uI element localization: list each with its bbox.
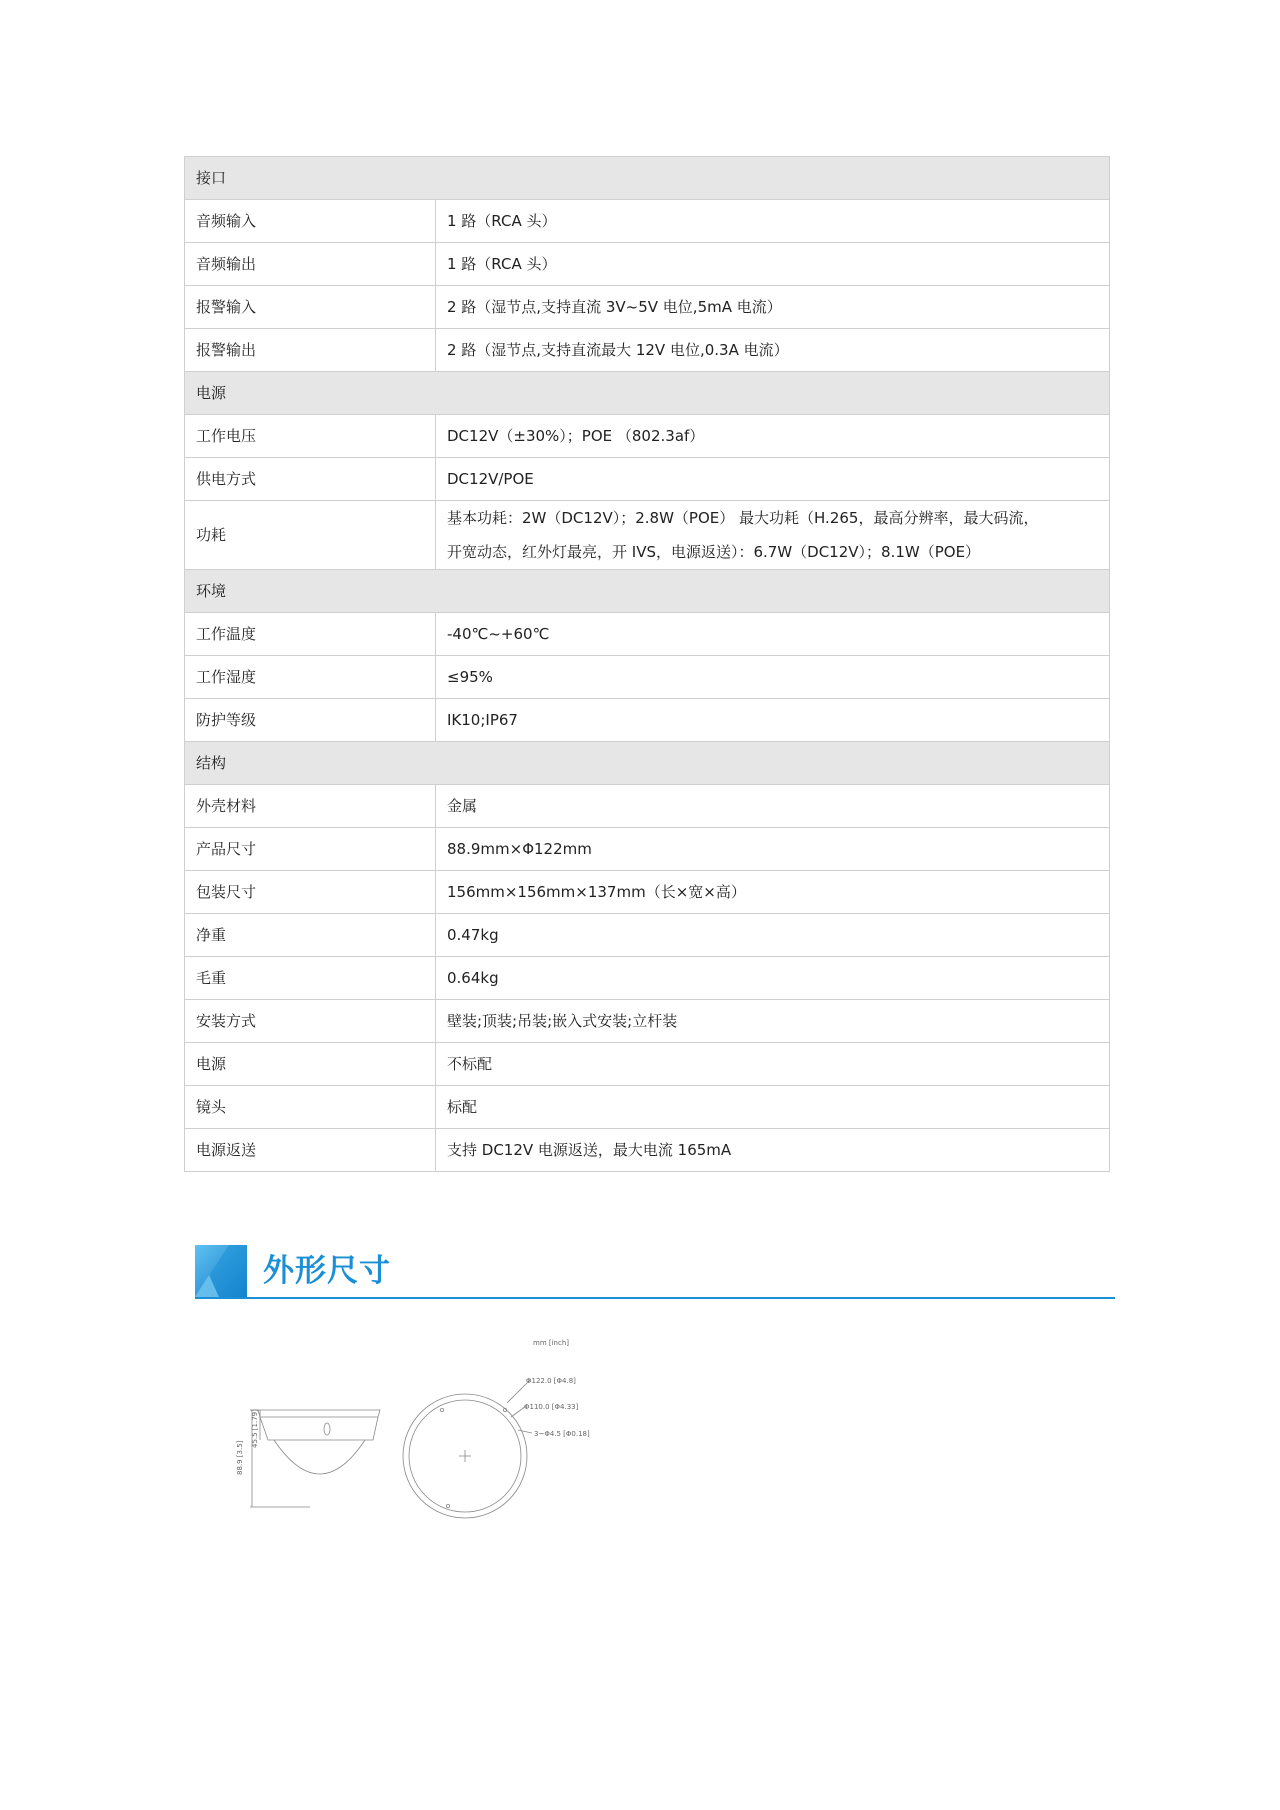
body-dimension: 45.5 [1.79] — [251, 1409, 259, 1448]
table-row — [185, 501, 1110, 570]
spec-label: 包装尺寸 — [185, 871, 436, 914]
top-view — [403, 1380, 532, 1518]
table-row — [185, 828, 1110, 871]
spec-value: 0.64kg — [436, 957, 1110, 1000]
spec-label: 净重 — [185, 914, 436, 957]
table-row — [185, 1000, 1110, 1043]
spec-value: 支持 DC12V 电源返送，最大电流 165mA — [436, 1129, 1110, 1172]
spec-table — [184, 156, 1110, 1172]
section-title: 外形尺寸 — [263, 1253, 391, 1289]
spec-value: DC12V（±30%）；POE （802.3af） — [436, 415, 1110, 458]
spec-label: 产品尺寸 — [185, 828, 436, 871]
spec-label: 安装方式 — [185, 1000, 436, 1043]
spec-label: 报警输出 — [185, 329, 436, 372]
table-section-row — [185, 742, 1110, 785]
spec-value — [436, 501, 1110, 570]
spec-value: 2 路（湿节点,支持直流 3V~5V 电位,5mA 电流） — [436, 286, 1110, 329]
dimension-drawing-svg — [230, 1330, 630, 1530]
table-row — [185, 458, 1110, 501]
spec-label: 电源返送 — [185, 1129, 436, 1172]
spec-value: 标配 — [436, 1086, 1110, 1129]
table-row — [185, 957, 1110, 1000]
section-rule — [195, 1297, 1115, 1299]
table-row — [185, 415, 1110, 458]
spec-label: 报警输入 — [185, 286, 436, 329]
spec-value: 156mm×156mm×137mm（长×宽×高） — [436, 871, 1110, 914]
spec-label: 电源 — [185, 1043, 436, 1086]
spec-value: IK10;IP67 — [436, 699, 1110, 742]
table-row — [185, 1086, 1110, 1129]
table-row — [185, 785, 1110, 828]
table-row — [185, 656, 1110, 699]
table-row — [185, 200, 1110, 243]
inner-diameter-label: Φ110.0 [Φ4.33] — [524, 1403, 579, 1411]
section-label: 环境 — [185, 570, 1110, 613]
spec-value: 金属 — [436, 785, 1110, 828]
table-row — [185, 243, 1110, 286]
spec-value: ≤95% — [436, 656, 1110, 699]
spec-value: 1 路（RCA 头） — [436, 243, 1110, 286]
holes-label: 3~Φ4.5 [Φ0.18] — [534, 1430, 590, 1438]
spec-label: 供电方式 — [185, 458, 436, 501]
table-section-row — [185, 372, 1110, 415]
dimension-drawing — [230, 1330, 630, 1530]
spec-label: 毛重 — [185, 957, 436, 1000]
spec-label: 功耗 — [185, 501, 436, 570]
spec-label: 工作温度 — [185, 613, 436, 656]
spec-value: DC12V/POE — [436, 458, 1110, 501]
height-dimension: 88.9 [3.5] — [236, 1440, 244, 1475]
section-header-dimensions — [195, 1245, 1115, 1300]
spec-label: 工作电压 — [185, 415, 436, 458]
spec-label: 音频输出 — [185, 243, 436, 286]
spec-label: 防护等级 — [185, 699, 436, 742]
spec-value: 0.47kg — [436, 914, 1110, 957]
spec-label: 音频输入 — [185, 200, 436, 243]
table-row — [185, 613, 1110, 656]
spec-value-line: 开宽动态，红外灯最亮，开 IVS，电源返送）：6.7W（DC12V）；8.1W（POE） — [447, 543, 981, 561]
spec-value-line: 基本功耗：2W（DC12V）；2.8W（POE） 最大功耗（H.265，最高分辨率，最大码流， — [447, 509, 1039, 527]
spec-value: 1 路（RCA 头） — [436, 200, 1110, 243]
table-row — [185, 699, 1110, 742]
spec-value: 2 路（湿节点,支持直流最大 12V 电位,0.3A 电流） — [436, 329, 1110, 372]
table-row — [185, 871, 1110, 914]
spec-value: 88.9mm×Φ122mm — [436, 828, 1110, 871]
spec-value: 不标配 — [436, 1043, 1110, 1086]
section-accent-icon — [195, 1245, 247, 1297]
side-view — [250, 1410, 380, 1507]
table-row — [185, 286, 1110, 329]
table-section-row — [185, 157, 1110, 200]
section-label: 接口 — [185, 157, 1110, 200]
spec-value: -40℃~+60℃ — [436, 613, 1110, 656]
table-row — [185, 1043, 1110, 1086]
spec-label: 工作湿度 — [185, 656, 436, 699]
section-label: 结构 — [185, 742, 1110, 785]
unit-note: mm [inch] — [533, 1339, 569, 1347]
table-row — [185, 914, 1110, 957]
section-label: 电源 — [185, 372, 1110, 415]
table-row — [185, 329, 1110, 372]
table-row — [185, 1129, 1110, 1172]
spec-label: 外壳材料 — [185, 785, 436, 828]
spec-value: 壁装;顶装;吊装;嵌入式安装;立杆装 — [436, 1000, 1110, 1043]
outer-diameter-label: Φ122.0 [Φ4.8] — [526, 1377, 576, 1385]
table-section-row — [185, 570, 1110, 613]
spec-label: 镜头 — [185, 1086, 436, 1129]
